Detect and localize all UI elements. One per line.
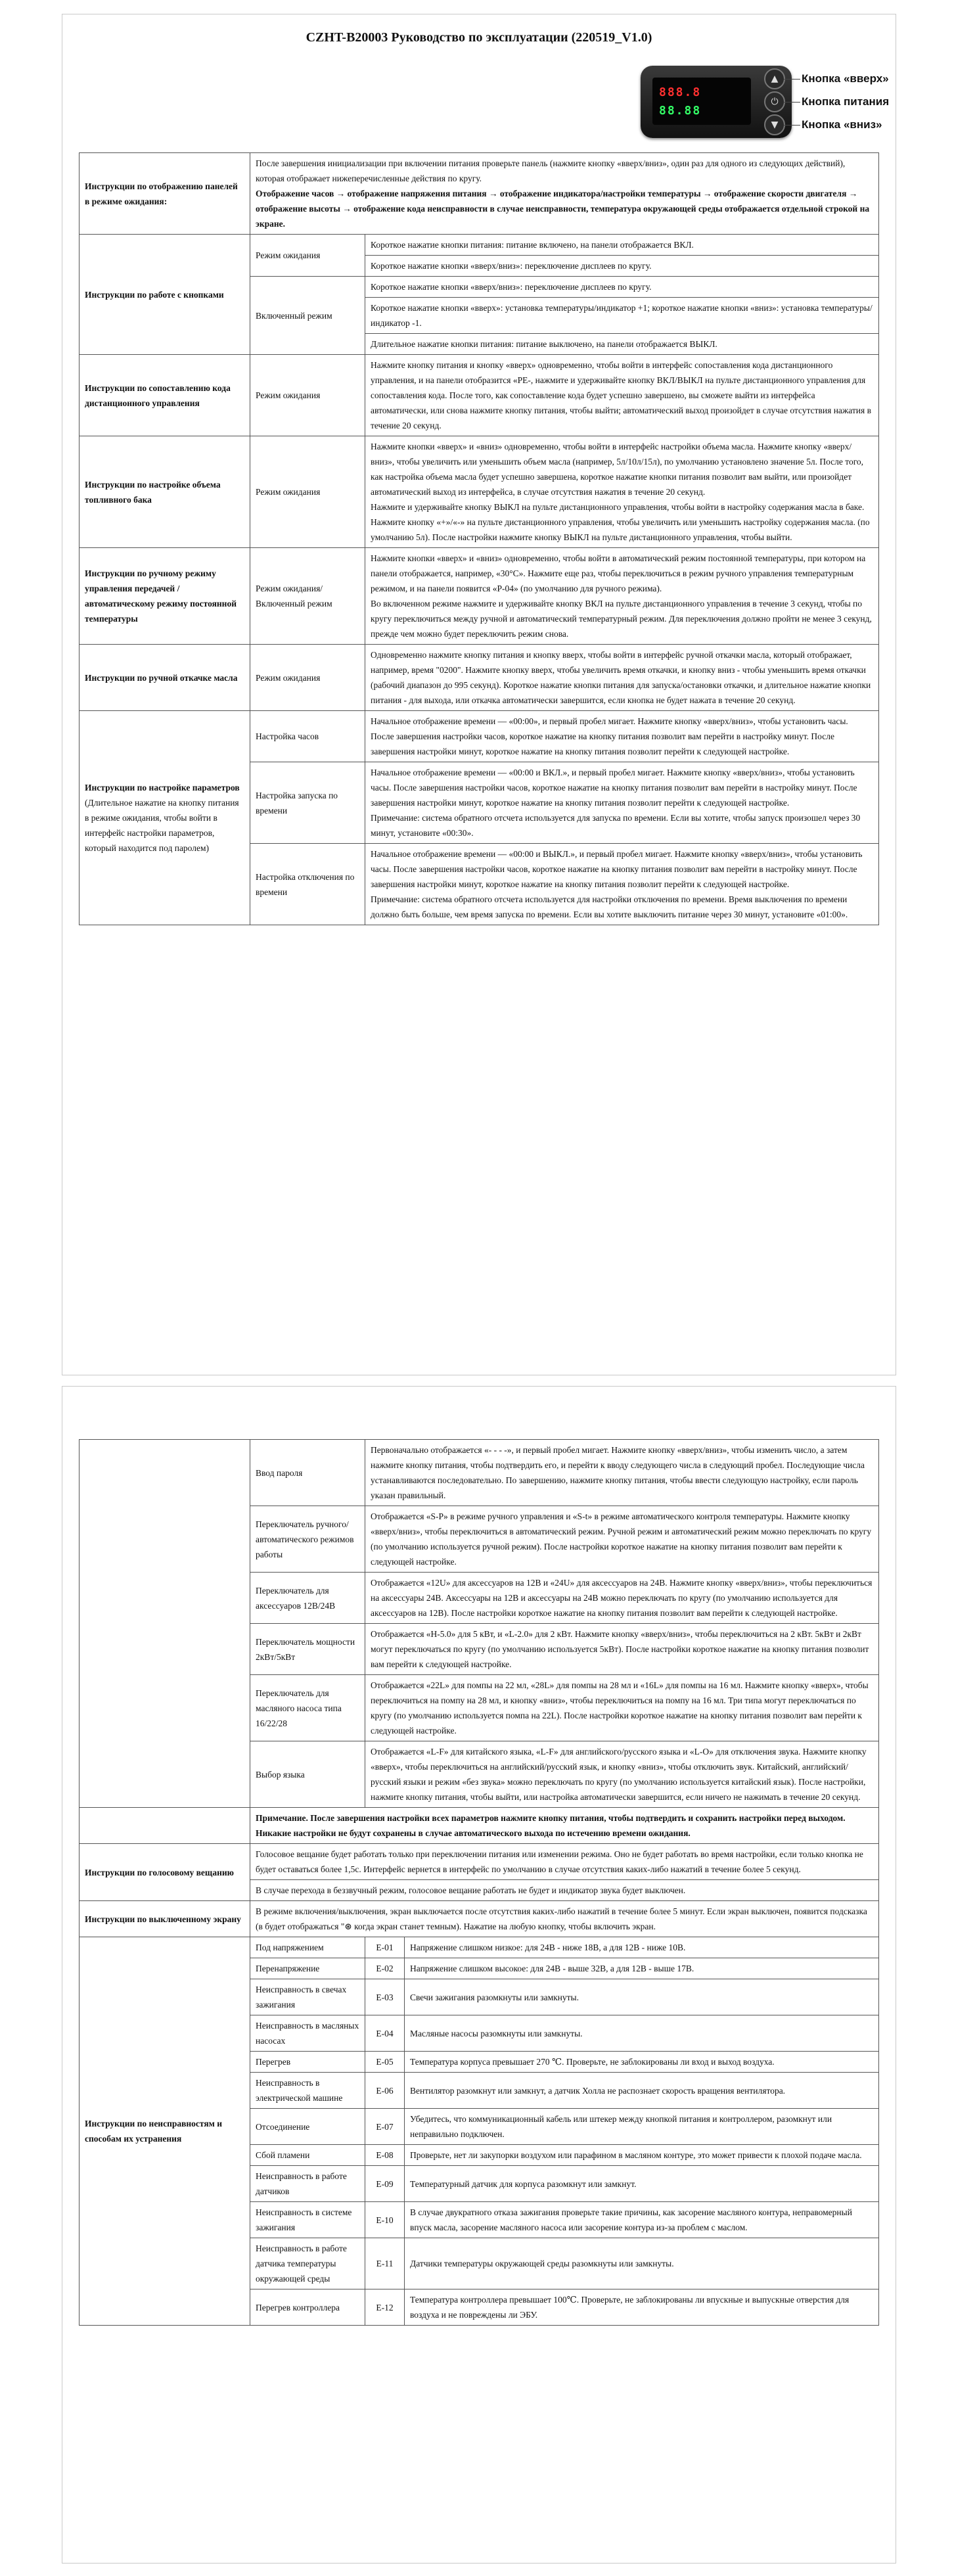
- table-row: [80, 235, 879, 256]
- mode-cell: Ввод пароля: [250, 1440, 365, 1506]
- paragraph: Начальное отображение времени — «00:00 и ВКЛ.», и первый пробел мигает. Нажмите кнопку «вверх/вниз», чтобы установить часы. После завершения настройки часов, короткое нажатие на кнопку питания позволит вам перейти в настройку минут. После завершения настройки минут, короткое нажатие на кнопку питания позволит перейти к следующей настройке.: [371, 768, 857, 808]
- mode-cell: Настройка часов: [250, 711, 365, 762]
- section-title: Инструкции по отображению панелей в режиме ожидания:: [80, 153, 250, 235]
- fault-fix: Вентилятор разомкнут или замкнут, а датчик Холла не распознает скорость вращения вентилятора.: [405, 2073, 879, 2109]
- row-text: Отображается «L-F» для китайского языка, «L-F» для английского/русского языка и «L-O» для отключения звука. Нажмите кнопку «вверх», чтобы переключиться на английский/русский язык, и кнопку «вниз», чтобы отключить звук. Китайский, английский/русский языки и режим «без звука» можно переключать по кругу (по умолчанию используется китайский язык). После настройки, нажмите кнопку питания, чтобы выйти, или настройка автоматически завершится, если ничего не нажимать в течение 20 секунд.: [365, 1741, 879, 1808]
- table-row: [80, 436, 879, 548]
- table-row: [80, 1440, 879, 1506]
- mode-cell: Настройка запуска по времени: [250, 762, 365, 844]
- mode-cell: Режим ожидания/Включенный режим: [250, 548, 365, 645]
- leader-line: [784, 125, 800, 126]
- row-text: [365, 548, 879, 645]
- row-text: Отображается «22L» для помпы на 22 мл, «28L» для помпы на 28 мл и «16L» для помпы на 16 мл. Нажмите кнопку «вверх», чтобы переключиться на помпу на 28 мл, и кнопку «вниз», чтобы переключиться на помпу на 16 мл. Три типа могут переключаться по кругу (по умолчанию используется помпа на 22L). После настройки короткое нажатие на кнопку питания позволит вам перейти к следующей настройке.: [365, 1675, 879, 1741]
- paragraph: Отображение часов → отображение напряжения питания → отображение индикатора/настройки температуры → отображение скорости двигателя → отображение высоты → отображение кода неисправности в случае неисправности, температура окружающей среды отображается отдельной строкой на экране.: [256, 189, 870, 229]
- note: Примечание: система обратного отсчета используется для запуска по времени. Если вы хотите, чтобы запуск произошел через 30 минут, установите «00:30».: [371, 813, 861, 838]
- row-text: Короткое нажатие кнопки «вверх»: установка температуры/индикатор +1; короткое нажатие кнопки «вниз»: установка температуры/индикатор -1.: [365, 298, 879, 334]
- mode-cell: Переключатель мощности 2кВт/5кВт: [250, 1624, 365, 1675]
- control-panel-device: [641, 66, 792, 138]
- row-text: Короткое нажатие кнопки питания: питание включено, на панели отображается ВКЛ.: [365, 235, 879, 256]
- fault-name: Сбой пламени: [250, 2145, 365, 2166]
- device-display: [652, 78, 751, 125]
- fault-fix: Датчики температуры окружающей среды разомкнуты или замкнуты.: [405, 2238, 879, 2289]
- section-subtitle: (Длительное нажатие на кнопку питания в режиме ожидания, чтобы войти в интерфейс настройки параметров, который находится под паролем): [85, 798, 239, 853]
- section-title: Инструкции по настройке объема топливного бака: [80, 436, 250, 548]
- power-button-icon: ⏻: [764, 91, 785, 112]
- fault-name: Перегрев: [250, 2052, 365, 2073]
- section-title: [80, 711, 250, 925]
- section-title: Инструкции по сопоставлению кода дистанционного управления: [80, 355, 250, 436]
- fault-code: E-08: [365, 2145, 405, 2166]
- fault-name: Неисправность в масляных насосах: [250, 2015, 365, 2052]
- mode-cell: Переключатель ручного/автоматического режимов работы: [250, 1506, 365, 1573]
- paragraph: Нажмите кнопки «вверх» и «вниз» одновременно, чтобы войти в автоматический режим постоянной температуры, при котором на панели отображается, например, «30°C». Нажмите еще раз, чтобы переключиться в режим ручного управления температурным режимом, и на панели появится «P-04» (по умолчанию для ручного режима).: [371, 553, 866, 593]
- row-text: Короткое нажатие кнопки «вверх/вниз»: переключение дисплеев по кругу.: [365, 277, 879, 298]
- fault-name: Перегрев контроллера: [250, 2289, 365, 2326]
- table-row: [80, 1937, 879, 1958]
- fault-fix: Температура корпуса превышает 270 ℃. Проверьте, не заблокированы ли вход и выход воздуха.: [405, 2052, 879, 2073]
- paragraph: Начальное отображение времени — «00:00 и ВЫКЛ.», и первый пробел мигает. Нажмите кнопку «вверх/вниз», чтобы установить часы. После завершения настройки часов, короткое нажатие на кнопку питания позволит вам перейти в настройку минут. После завершения настройки минут, короткое нажатие на кнопку питания позволит перейти к следующей настройке.: [371, 849, 863, 889]
- table-row: [80, 355, 879, 436]
- fault-fix: Проверьте, нет ли закупорки воздухом или парафином в масляном контуре, это может привести к плохой подаче масла.: [405, 2145, 879, 2166]
- row-text: Одновременно нажмите кнопку питания и кнопку вверх, чтобы войти в интерфейс ручной откачки масла, который отображает, например, время "0200". Нажмите кнопку вверх, чтобы увеличить время откачки, и кнопку вниз - чтобы уменьшить время откачки (рабочий диапазон до 995 секунд). Короткое нажатие кнопки питания для запуска/остановки откачки, и длительное нажатие кнопки питания - для выхода, или откачка автоматически завершится, если кнопка не будет нажата в течение 20 секунд.: [365, 645, 879, 711]
- row-text: В случае перехода в беззвучный режим, голосовое вещание работать не будет и индикатор звука будет выключен.: [250, 1880, 879, 1901]
- section-title: Инструкции по ручному режиму управления передачей / автоматическому режиму постоянной температуры: [80, 548, 250, 645]
- row-text: [365, 844, 879, 925]
- display-bottom-readout: 88.88: [659, 104, 702, 118]
- fault-code: E-04: [365, 2015, 405, 2052]
- fault-name: Неисправность в системе зажигания: [250, 2202, 365, 2238]
- mode-cell: Переключатель для масляного насоса типа 16/22/28: [250, 1675, 365, 1741]
- row-text: Отображается «H-5.0» для 5 кВт, и «L-2.0» для 2 кВт. Нажмите кнопку «вверх/вниз», чтобы переключиться на 2 кВт. 5кВт и 2кВт могут переключаться по кругу (по умолчанию используется 5кВт). После настройки короткое нажатие на кнопку питания позволит вам перейти к следующей настройке.: [365, 1624, 879, 1675]
- table-row: [80, 1808, 879, 1844]
- fault-fix: В случае двукратного отказа зажигания проверьте такие причины, как засорение масляного контура, неправомерный впуск масла, засорение масляного насоса или засорение контура из-за проблем с маслом.: [405, 2202, 879, 2238]
- mode-cell: Режим ожидания: [250, 645, 365, 711]
- table-row: [80, 711, 879, 762]
- fault-fix: Масляные насосы разомкнуты или замкнуты.: [405, 2015, 879, 2052]
- row-text: [365, 436, 879, 548]
- leader-line: [784, 79, 800, 80]
- fault-code: E-12: [365, 2289, 405, 2326]
- instructions-table-2: [79, 1439, 879, 2326]
- fault-name: Отсоединение: [250, 2109, 365, 2145]
- mode-cell: Переключатель для аксессуаров 12В/24В: [250, 1573, 365, 1624]
- row-text: Первоначально отображается «- - - -», и первый пробел мигает. Нажмите кнопку «вверх/вниз», чтобы изменить число, а затем нажмите кнопку питания, чтобы подтвердить его, и перейти к вводу следующего числа в следующий пробел. Последующие числа устанавливаются последовательно. По завершению, нажмите кнопку питания, чтобы ввести следующую настройку, если пароль указан правильный.: [365, 1440, 879, 1506]
- display-top-readout: 888.8: [659, 85, 702, 99]
- note: Примечание: система обратного отсчета используется для настройки отключения по времени. Время выключения по времени должно быть больше, чем время запуска по времени. Если вы хотите выключить питание через 30 минут, установите «01:00».: [371, 894, 848, 919]
- mode-cell: Выбор языка: [250, 1741, 365, 1808]
- fault-code: E-10: [365, 2202, 405, 2238]
- settings-note: Примечание. После завершения настройки всех параметров нажмите кнопку питания, чтобы подтвердить и сохранить настройки перед выходом. Никакие настройки не будут сохранены в случае автоматического выхода по истечению времени ожидания.: [250, 1808, 879, 1844]
- section-title: Инструкции по ручной откачке масла: [80, 645, 250, 711]
- section-continuation: [80, 1440, 250, 1808]
- device-illustration: [641, 54, 890, 152]
- power-button-label: Кнопка питания: [802, 95, 890, 108]
- row-text: Нажмите кнопку питания и кнопку «вверх» одновременно, чтобы войти в интерфейс сопоставления кода дистанционного управления, и на панели отобразится «PE-, нажмите и удерживайте кнопку ВКЛ/ВЫКЛ на пульте дистанционного управления для сопоставления кода. После того, как сопоставление кода будет успешно завершено, вы сможете выйти из интерфейса автоматически, или снова нажмите кнопку питания, чтобы выйти; автоматический выход произойдет в случае отсутствия нажатия в течение 20 секунд.: [365, 355, 879, 436]
- row-text: Начальное отображение времени — «00:00», и первый пробел мигает. Нажмите кнопку «вверх/вниз», чтобы установить часы. После завершения настройки часов, короткое нажатие на кнопку питания позволит вам перейти в настройку минут. После завершения настройки минут, короткое нажатие на кнопку питания позволит перейти к следующей настройке.: [365, 711, 879, 762]
- section-title-text: Инструкции по настройке параметров: [85, 783, 240, 793]
- instructions-table-1: [79, 152, 879, 925]
- fault-code: E-06: [365, 2073, 405, 2109]
- leader-line: [784, 102, 800, 103]
- paragraph: После завершения инициализации при включении питания проверьте панель (нажмите кнопку «вверх/вниз», один раз для одного из следующих действий), которая отображает нижеперечисленные действия по кругу.: [256, 158, 846, 183]
- paragraph: Нажмите кнопки «вверх» и «вниз» одновременно, чтобы войти в интерфейс настройки объема масла. Нажмите кнопку «вверх/вниз», чтобы увеличить или уменьшить объем масла (например, 5л/10л/15л), по умолчанию установлено значение 5л. После того, как настройка объема масла будет успешно завершена, короткое нажатие кнопки питания позволит вам выйти, или произойдет автоматический выход из интерфейса, в случае отсутствия нажатия в течение 20 секунд.: [371, 442, 864, 497]
- empty-cell: [80, 1808, 250, 1844]
- row-text: Длительное нажатие кнопки питания: питание выключено, на панели отображается ВЫКЛ.: [365, 334, 879, 355]
- fault-fix: Напряжение слишком низкое: для 24В - ниже 18В, а для 12В - ниже 10В.: [405, 1937, 879, 1958]
- fault-fix: Убедитесь, что коммуникационный кабель или штекер между кнопкой питания и контроллером, разомкнут или неправильно подключен.: [405, 2109, 879, 2145]
- fault-name: Под напряжением: [250, 1937, 365, 1958]
- fault-code: E-07: [365, 2109, 405, 2145]
- mode-cell: Режим ожидания: [250, 436, 365, 548]
- fault-code: E-02: [365, 1958, 405, 1979]
- section-body: [250, 153, 879, 235]
- row-text: Отображается «12U» для аксессуаров на 12В и «24U» для аксессуаров на 24В. Нажмите кнопку «вверх/вниз», чтобы переключиться на аксессуары 24В. Аксессуары на 12В и аксессуары на 24В можно переключать по кругу (по умолчанию используется для аксессуаров на 12В). После настройки короткое нажатие на кнопку питания позволит вам перейти к следующей настройке.: [365, 1573, 879, 1624]
- fault-fix: Температура контроллера превышает 100℃. Проверьте, не заблокированы ли впускные и выпускные отверстия для воздуха и не повреждены ли ЭБУ.: [405, 2289, 879, 2326]
- row-text: Отображается «S-P» в режиме ручного управления и «S-t» в режиме автоматического контроля температуры. Нажмите кнопку «вверх/вниз», чтобы переключиться в автоматический режим. Ручной режим и автоматический режим можно переключать по кругу (по умолчанию используется ручной режим). После настройки короткое нажатие на кнопку питания позволит вам перейти к следующей настройке.: [365, 1506, 879, 1573]
- fault-name: Неисправность в свечах зажигания: [250, 1979, 365, 2015]
- manual-page-1: [62, 14, 896, 1375]
- fault-code: E-01: [365, 1937, 405, 1958]
- mode-cell: Режим ожидания: [250, 355, 365, 436]
- fault-fix: Температурный датчик для корпуса разомкнут или замкнут.: [405, 2166, 879, 2202]
- fault-fix: Свечи зажигания разомкнуты или замкнуты.: [405, 1979, 879, 2015]
- fault-name: Неисправность в работе датчика температуры окружающей среды: [250, 2238, 365, 2289]
- table-row: [80, 1844, 879, 1880]
- fault-fix: Напряжение слишком высокое: для 24В - выше 32В, а для 12В - выше 17В.: [405, 1958, 879, 1979]
- section-title: Инструкции по выключенному экрану: [80, 1901, 250, 1937]
- fault-name: Неисправность в работе датчиков: [250, 2166, 365, 2202]
- row-text: Короткое нажатие кнопки «вверх/вниз»: переключение дисплеев по кругу.: [365, 256, 879, 277]
- fault-code: E-03: [365, 1979, 405, 2015]
- up-button-icon: ▲: [764, 68, 785, 89]
- fault-name: Неисправность в электрической машине: [250, 2073, 365, 2109]
- fault-code: E-11: [365, 2238, 405, 2289]
- document-title: CZHT-B20003 Руководство по эксплуатации (220519_V1.0): [306, 30, 652, 45]
- paragraph: Нажмите и удерживайте кнопку ВЫКЛ на пульте дистанционного управления, чтобы войти в настройку содержания масла в баке. Нажмите кнопку «+»/«-» на пульте дистанционного управления, чтобы увеличить или уменьшить настройку содержания масла. (по умолчанию 5л). После настройки нажмите кнопку ВЫКЛ на пульте дистанционного управления, чтобы выйти.: [371, 502, 870, 542]
- section-title: Инструкции по голосовому вещанию: [80, 1844, 250, 1901]
- up-button-label: Кнопка «вверх»: [802, 72, 889, 85]
- table-row: [80, 645, 879, 711]
- table-row: [80, 1901, 879, 1937]
- row-text: [365, 762, 879, 844]
- mode-cell: Включенный режим: [250, 277, 365, 355]
- mode-cell: Настройка отключения по времени: [250, 844, 365, 925]
- table-row: [80, 153, 879, 235]
- manual-page-2: [62, 1387, 896, 2563]
- down-button-label: Кнопка «вниз»: [802, 118, 882, 131]
- down-button-icon: ▼: [764, 114, 785, 135]
- fault-code: E-09: [365, 2166, 405, 2202]
- table-row: [80, 548, 879, 645]
- row-text: Голосовое вещание будет работать только при переключении питания или изменении режима. Оно не будет работать во время настройки, если только кнопка не будет оставаться более 1,5с. Интерфейс вернется в интерфейс по умолчанию в случае отсутствия каких-либо нажатий в течение более 5 секунд.: [250, 1844, 879, 1880]
- paragraph: Во включенном режиме нажмите и удерживайте кнопку ВКЛ на пульте дистанционного управления в течение 3 секунд, чтобы по кругу переключиться между ручной и автоматический температурный режим. Для переключения должно пройти не менее 3 секунд, прежде чем можно будет переключить режим снова.: [371, 599, 872, 639]
- fault-name: Перенапряжение: [250, 1958, 365, 1979]
- mode-cell: Режим ожидания: [250, 235, 365, 277]
- section-title: Инструкции по работе с кнопками: [80, 235, 250, 355]
- section-title: Инструкции по неисправностям и способам их устранения: [80, 1937, 250, 2326]
- row-text: В режиме включения/выключения, экран выключается после отсутствия каких-либо нажатий в течение более 5 минут. Если экран выключен, появится подсказка (в будет отображаться "⊛ когда экран станет темным). Нажатие на любую кнопку, чтобы включить экран.: [250, 1901, 879, 1937]
- fault-code: E-05: [365, 2052, 405, 2073]
